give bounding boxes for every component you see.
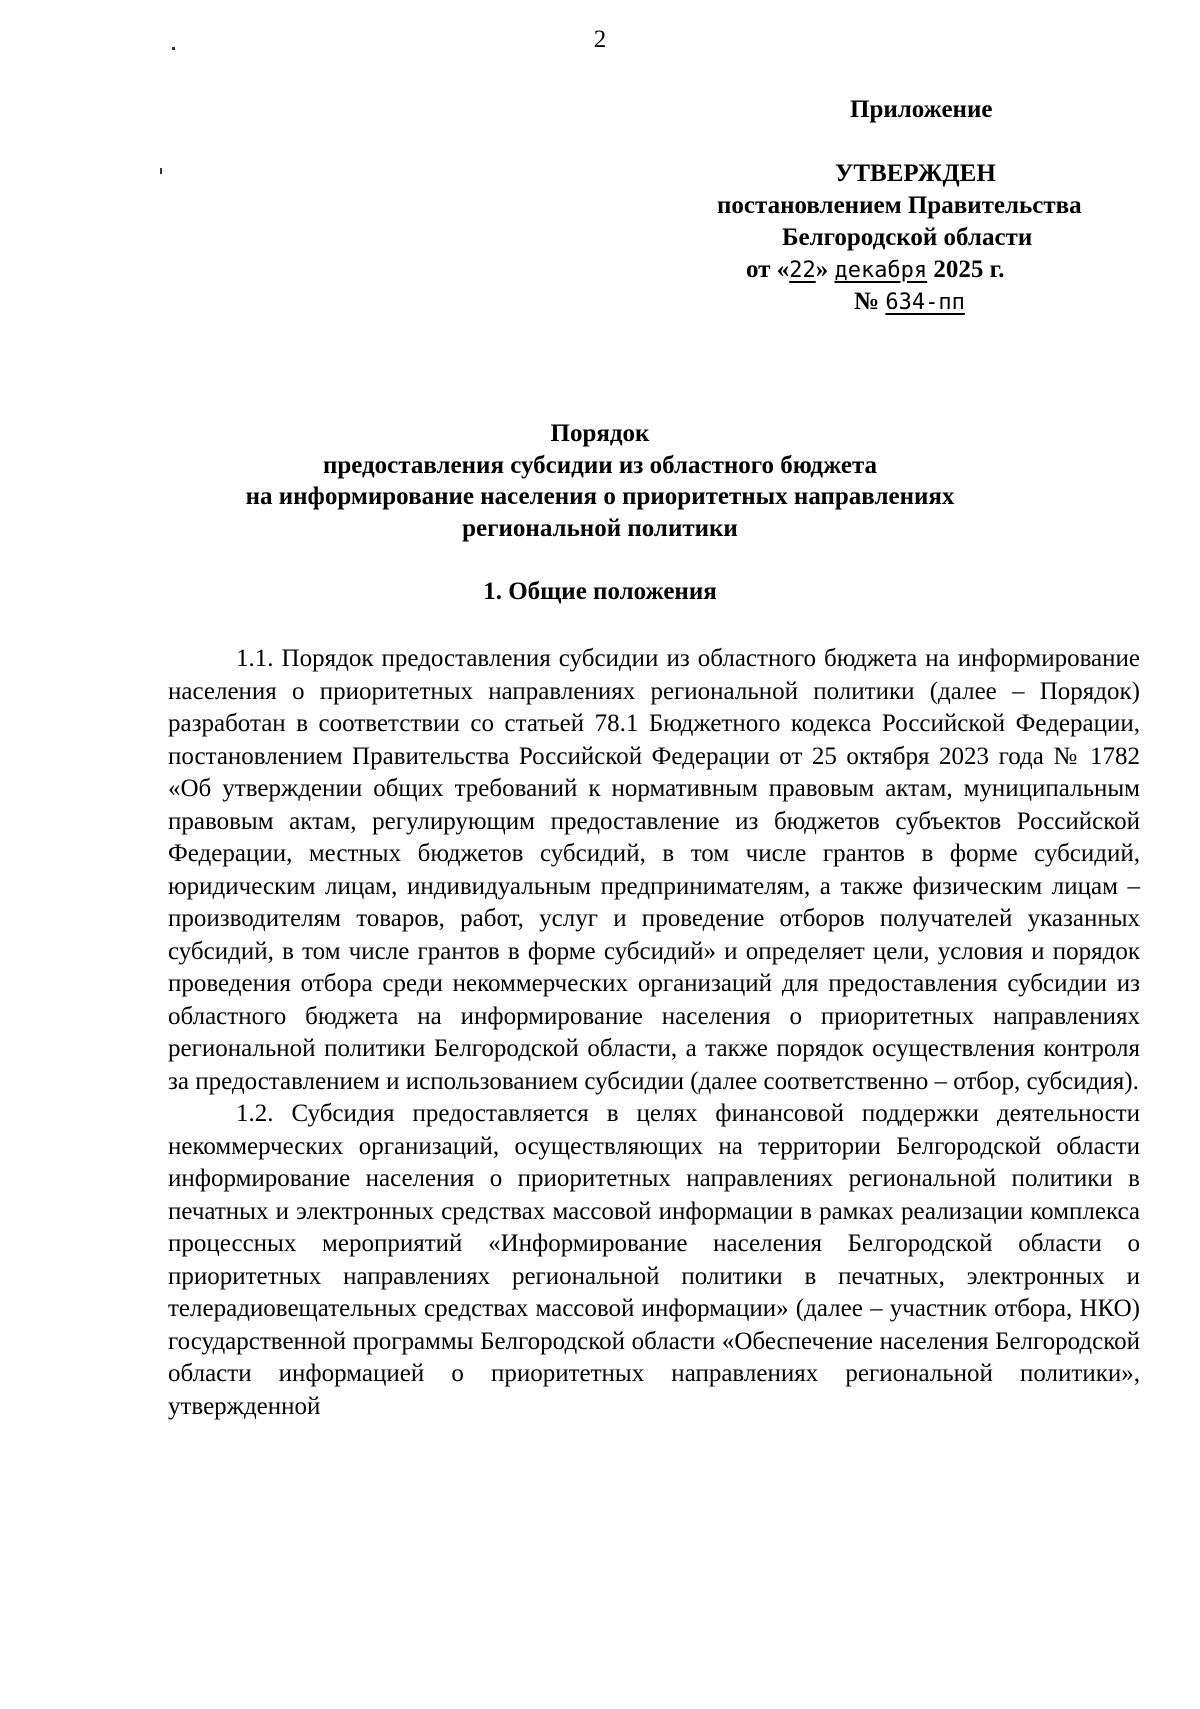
date-mid: » [815, 256, 835, 283]
title-line-4: региональной политики [462, 514, 738, 542]
section-heading: 1. Общие положения [483, 578, 717, 605]
date-month: декабря [834, 258, 928, 283]
body-text [168, 643, 1140, 1423]
title-line-3: на информирование населения о приоритетных направлениях [245, 483, 955, 510]
approved-label: УТВЕРЖДЕН [835, 160, 996, 187]
document-title [0, 418, 1200, 544]
decree-date [746, 254, 1004, 287]
scan-speck [160, 168, 162, 174]
appendix-label: Приложение [850, 96, 993, 123]
scan-speck [172, 47, 175, 50]
paragraph-1-2: 1.2. Субсидия предоставляется в целях финансовой поддержки деятельности некоммерческих организаций, осуществляющих на территории Белгородской области информирование населения о приоритетных направлениях региональной политики в печатных и электронных средствах массовой информации в рамках реализации комплекса процессных мероприятий «Информирование населения Белгородской области о приоритетных направлениях региональной политики в печатных, электронных и телерадиовещательных средствах массовой информации» (далее – участник отбора, НКО) государственной программы Белгородской области «Обеспечение населения Белгородской области информацией о приоритетных направлениях региональной политики», утвержденной [168, 1100, 1140, 1420]
region-label: Белгородской области [782, 224, 1033, 251]
date-prefix: от « [746, 256, 790, 283]
number-value: 634-пп [885, 290, 965, 315]
decree-number [854, 286, 965, 319]
date-day: 22 [789, 258, 816, 283]
paragraph-1-1: 1.1. Порядок предоставления субсидии из областного бюджета на информирование населения о приоритетных направлениях региональной политики (далее – Порядок) разработан в соответствии со статьей 78.1 Бюджетного кодекса Российской Федерации, постановлением Правительства Российской Федерации от 25 октября 2023 года № 1782 «Об утверждении общих требований к нормативным правовым актам, муниципальным правовым актам, регулирующим предоставление из бюджетов субъектов Российской Федерации, местных бюджетов субсидий, в том числе грантов в форме субсидий, юридическим лицам, индивидуальным предпринимателям, а также физическим лицам – производителям товаров, работ, услуг и проведение отборов получателей указанных субсидий, в том числе грантов в форме субсидий» и определяет цели, условия и порядок проведения отбора среди некоммерческих организаций для предоставления субсидии из областного бюджета на информирование населения о приоритетных направлениях региональной политики Белгородской области, а также порядок осуществления контроля за предоставлением и использованием субсидии (далее соответственно – отбор, субсидия). [168, 645, 1140, 1095]
title-line-2: предоставления субсидии из областного бюджета [322, 451, 878, 479]
date-year: 2025 г. [927, 256, 1005, 283]
decree-label: постановлением Правительства [717, 192, 1082, 219]
page-number: 2 [593, 26, 607, 53]
title-line-1: Порядок [550, 420, 650, 447]
number-prefix: № [854, 288, 886, 315]
